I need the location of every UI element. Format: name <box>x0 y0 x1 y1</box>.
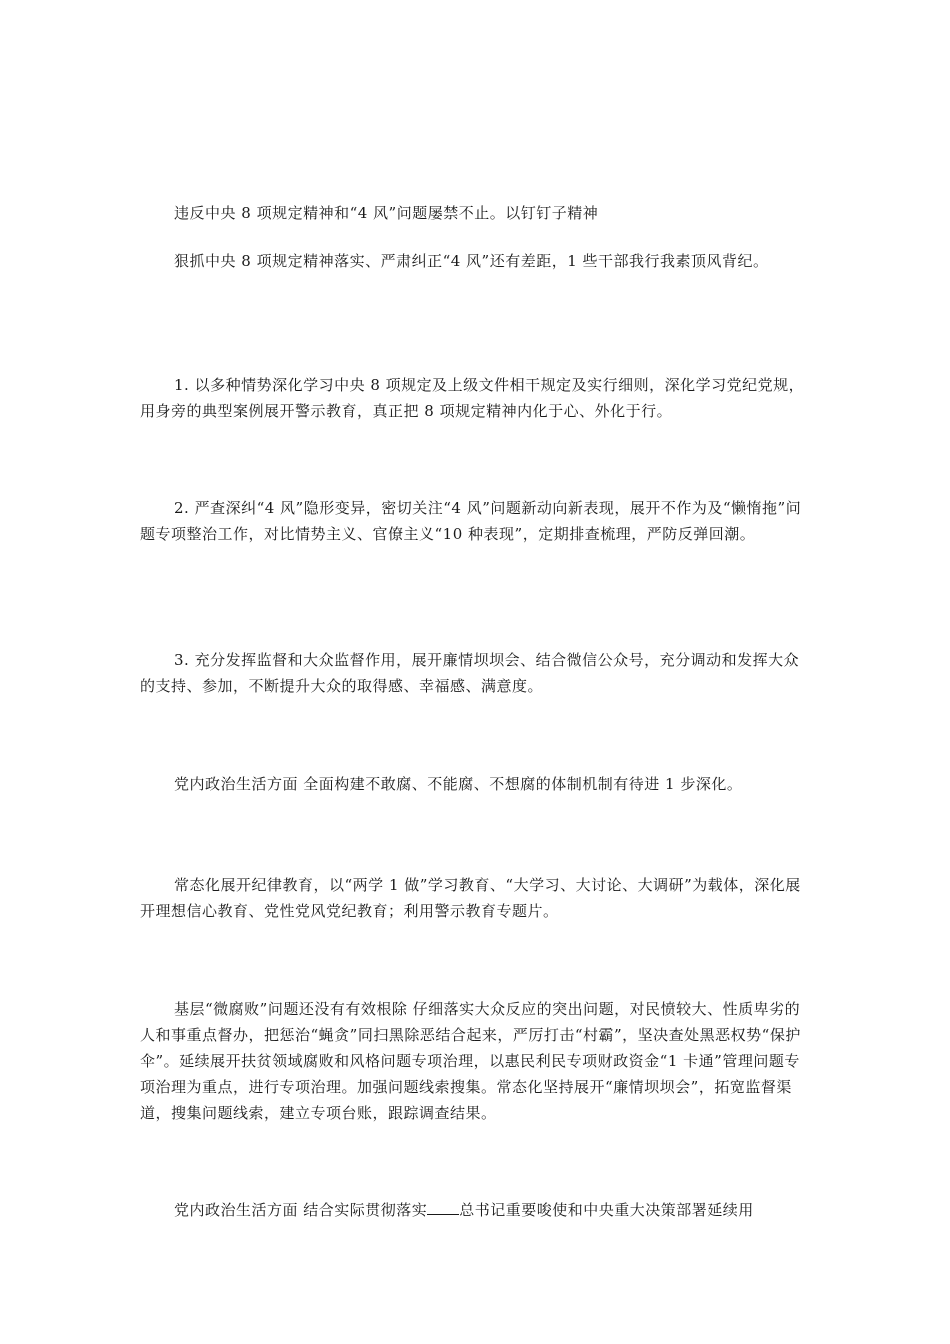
fill-in-blank <box>427 1200 459 1215</box>
paragraph-1: 违反中央 8 项规定精神和“4 风”问题屡禁不止。以钉钉子精神 <box>174 204 599 222</box>
paragraph-2: 狠抓中央 8 项规定精神落实、严肃纠正“4 风”还有差距，1 些干部我行我素顶风背纪。 <box>174 252 769 270</box>
paragraph-9 <box>140 1197 812 1223</box>
paragraph-8: 基层“微腐败”问题还没有有效根除 仔细落实大众反应的突出问题，对民愤较大、性质卑劣的人和事重点督办，把惩治“蝇贪”同扫黑除恶结合起来，严厉打击“村霸”，坚决查处黑恶权势“保护伞”。延续展开扶贫领域腐败和风格问题专项治理，以惠民利民专项财政资金“1 卡通”管理问题专项治理为重点，进行专项治理。加强问题线索搜集。常态化坚持展开“廉情坝坝会”，拓宽监督渠道，搜集问题线索，建立专项台账，跟踪调查结果。 <box>140 1000 801 1122</box>
paragraph-5: 3. 充分发挥监督和大众监督作用，展开廉情坝坝会、结合微信公众号，充分调动和发挥大众的支持、参加，不断提升大众的取得感、幸福感、满意度。 <box>140 651 800 695</box>
paragraph-9-end: 总书记重要唆使和中央重大决策部署延续用 <box>459 1201 754 1219</box>
paragraph-3: 1. 以多种情势深化学习中央 8 项规定及上级文件相干规定及实行细则，深化学习党纪党规，用身旁的典型案例展开警示教育，真正把 8 项规定精神内化于心、外化于行。 <box>140 376 805 420</box>
paragraph-4: 2. 严查深纠“4 风”隐形变异，密切关注“4 风”问题新动向新表现，展开不作为及“懒惰拖”问题专项整治工作，对比情势主义、官僚主义“10 种表现”，定期排查梳理，严防反弹回潮。 <box>140 499 802 543</box>
paragraph-9-start: 党内政治生活方面 结合实际贯彻落实 <box>174 1201 428 1219</box>
paragraph-6: 党内政治生活方面 全面构建不敢腐、不能腐、不想腐的体制机制有待进 1 步深化。 <box>174 775 743 793</box>
paragraph-7: 常态化展开纪律教育，以“两学 1 做”学习教育、“大学习、大讨论、大调研”为载体，深化展开理想信心教育、党性党风党纪教育；利用警示教育专题片。 <box>140 876 801 920</box>
